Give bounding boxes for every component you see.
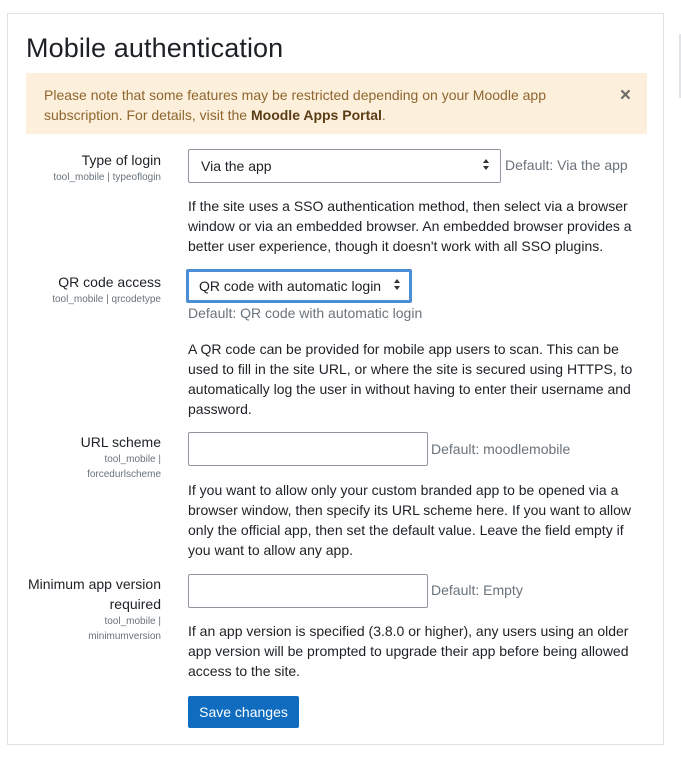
subscription-alert [26,73,647,134]
setting-label: QR code access [58,274,161,290]
qr-code-access-select[interactable] [186,269,412,303]
setting-id: tool_mobile | [104,454,161,465]
qr-code-access-description: A QR code can be provided for mobile app users to scan. This can be used to fill in the site URL, or where the site is secured using HTTPS, to automatically log the user in without having to enter their username and password. [188,341,633,417]
select-value: Via the app [201,158,272,174]
setting-id: tool_mobile | qrcodetype [52,294,161,305]
type-of-login-description: If the site uses a SSO authentication method, then select via a browser window or via an embedded browser. An embedded browser provides a better user experience, though it doesn't work with all SSO plugins. [188,198,632,254]
minimum-app-version-input[interactable] [188,574,428,608]
url-scheme-input[interactable] [188,432,428,466]
minimum-app-version-default: Default: Empty [431,582,523,598]
setting-id: tool_mobile | [104,616,161,627]
type-of-login-default: Default: Via the app [505,157,628,173]
page-title: Mobile authentication [26,33,284,63]
minimum-app-version-description: If an app version is specified (3.8.0 or higher), any users using an older app version will be prompted to upgrade their app before being allowed access to the site. [188,623,629,679]
url-scheme-description: If you want to allow only your custom branded app to be opened via a browser window, then specify its URL scheme here. If you want to allow only the official app, then set the default value. Leave the field empty if you want to allow any app. [188,482,632,558]
alert-text-end: . [381,107,386,123]
select-arrows-icon [394,279,401,291]
url-scheme-label [81,432,161,482]
url-scheme-default: Default: moodlemobile [431,441,571,457]
close-icon[interactable]: × [619,85,631,106]
setting-id: forcedurlscheme [87,469,161,480]
setting-label: Minimum app version [27,576,161,592]
setting-label: Type of login [81,152,161,168]
select-value: QR code with automatic login [199,278,382,294]
alert-text: Please note that some features may be restricted depending on your Moodle app subscription. For details, visit the [44,87,546,123]
setting-label: URL scheme [80,434,161,450]
save-changes-button[interactable]: Save changes [188,696,299,728]
select-arrows-icon [483,159,490,171]
type-of-login-select[interactable] [188,149,501,183]
setting-id: tool_mobile | typeoflogin [53,172,161,183]
qr-code-access-default: Default: QR code with automatic login [188,305,423,321]
minimum-app-version-label [28,574,161,644]
setting-label: required [109,596,161,612]
moodle-apps-portal-link[interactable]: Moodle Apps Portal [250,107,382,123]
setting-id: minimumversion [88,631,161,642]
qr-code-access-label [52,272,161,307]
type-of-login-label [53,150,161,185]
